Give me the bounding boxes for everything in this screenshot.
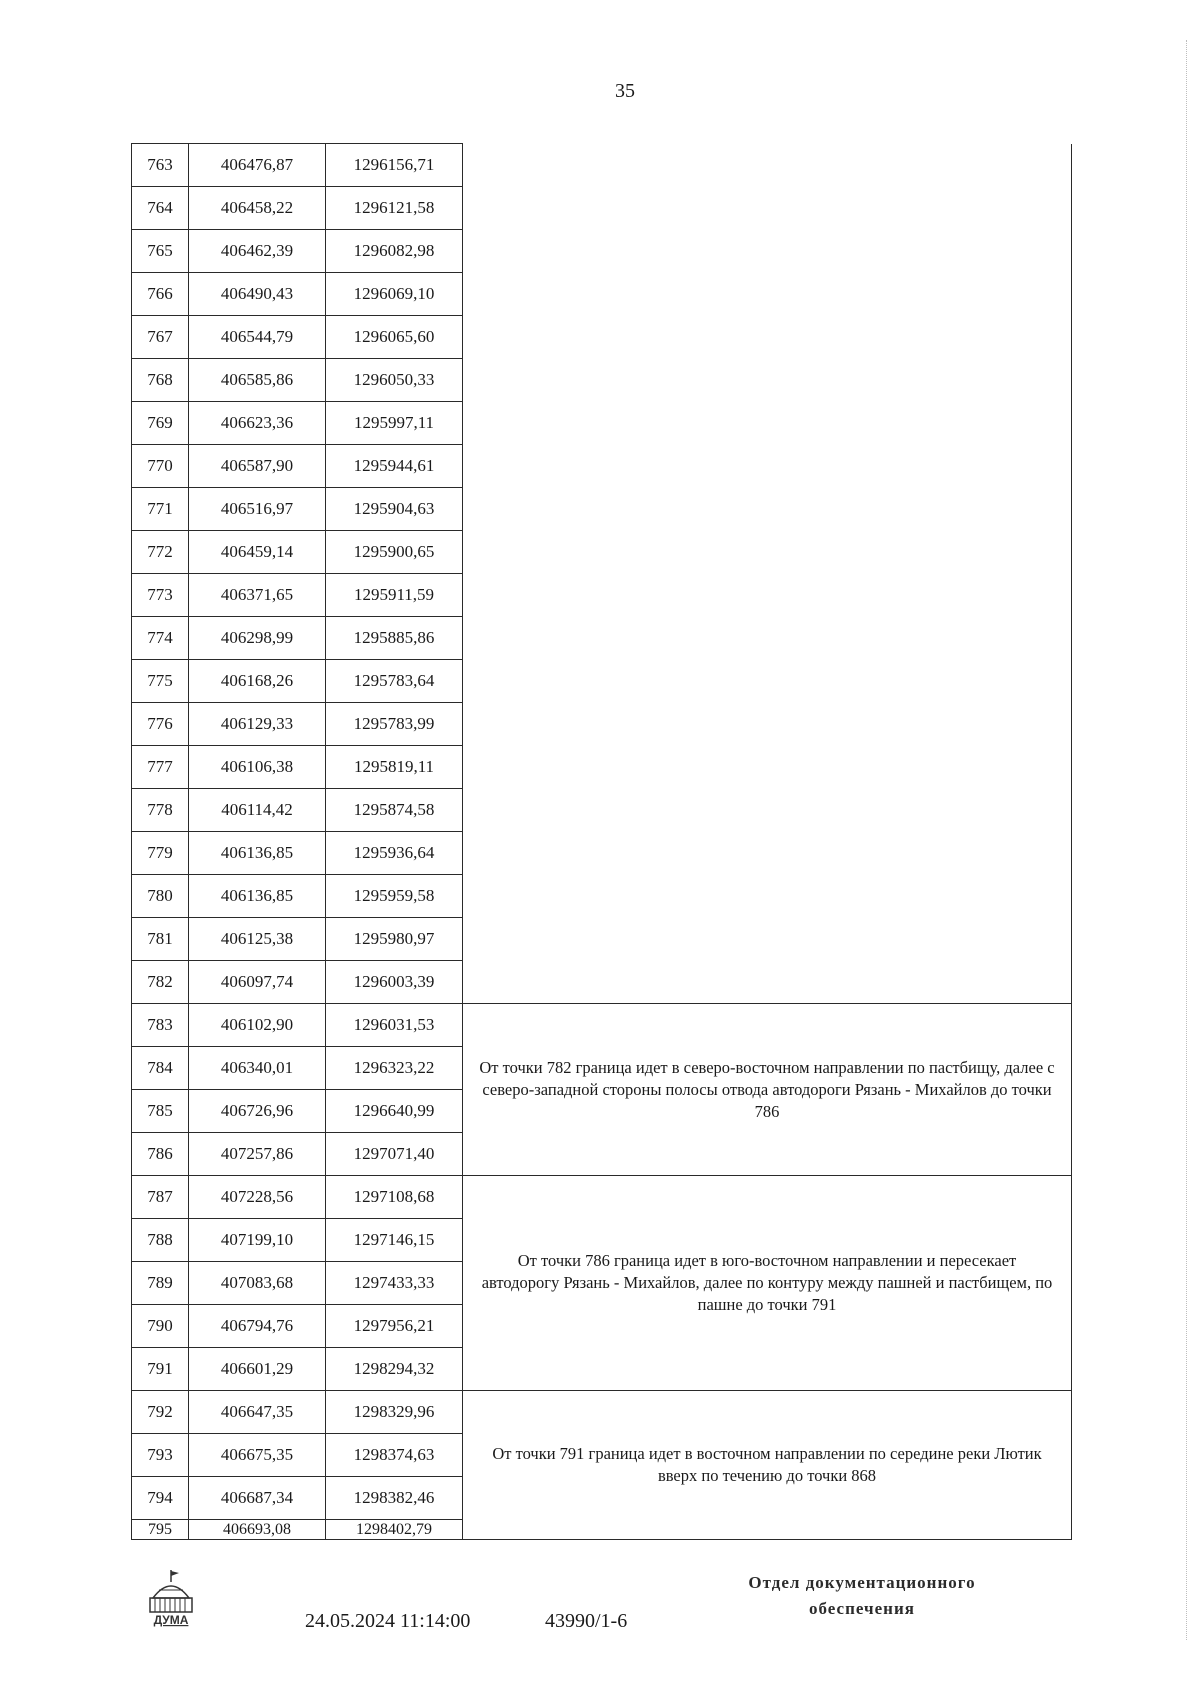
x-coordinate-cell: 406168,26 [189, 660, 326, 703]
point-number-cell: 772 [132, 531, 189, 574]
point-number-cell: 794 [132, 1477, 189, 1520]
x-coordinate-cell: 406136,85 [189, 832, 326, 875]
point-number-cell: 788 [132, 1219, 189, 1262]
y-coordinate-cell: 1296069,10 [326, 273, 463, 316]
y-coordinate-cell: 1296156,71 [326, 144, 463, 187]
x-coordinate-cell: 406687,34 [189, 1477, 326, 1520]
point-number-cell: 777 [132, 746, 189, 789]
footer-dept-line2: обеспечения [809, 1599, 915, 1618]
point-number-cell: 764 [132, 187, 189, 230]
y-coordinate-cell: 1298382,46 [326, 1477, 463, 1520]
point-number-cell: 792 [132, 1391, 189, 1434]
point-number-cell: 795 [132, 1520, 189, 1540]
x-coordinate-cell: 406601,29 [189, 1348, 326, 1391]
x-coordinate-cell: 406544,79 [189, 316, 326, 359]
x-coordinate-cell: 406623,36 [189, 402, 326, 445]
point-number-cell: 784 [132, 1047, 189, 1090]
boundary-description-cell: От точки 782 граница идет в северо-восточном направлении по пастбищу, далее с северо-западной стороны полосы отвода автодороги Рязань - Михайлов до точки 786 [463, 1004, 1072, 1176]
x-coordinate-cell: 406458,22 [189, 187, 326, 230]
x-coordinate-cell: 407228,56 [189, 1176, 326, 1219]
x-coordinate-cell: 406585,86 [189, 359, 326, 402]
x-coordinate-cell: 406490,43 [189, 273, 326, 316]
x-coordinate-cell: 406647,35 [189, 1391, 326, 1434]
x-coordinate-cell: 406106,38 [189, 746, 326, 789]
y-coordinate-cell: 1297146,15 [326, 1219, 463, 1262]
boundary-description-cell: От точки 791 граница идет в восточном направлении по середине реки Лютик вверх по течению до точки 868 [463, 1391, 1072, 1540]
point-number-cell: 781 [132, 918, 189, 961]
y-coordinate-cell: 1295980,97 [326, 918, 463, 961]
point-number-cell: 774 [132, 617, 189, 660]
y-coordinate-cell: 1298329,96 [326, 1391, 463, 1434]
y-coordinate-cell: 1296121,58 [326, 187, 463, 230]
y-coordinate-cell: 1295904,63 [326, 488, 463, 531]
x-coordinate-cell: 406136,85 [189, 875, 326, 918]
x-coordinate-cell: 406298,99 [189, 617, 326, 660]
y-coordinate-cell: 1295959,58 [326, 875, 463, 918]
footer-document-code: 43990/1-6 [545, 1610, 628, 1632]
y-coordinate-cell: 1297433,33 [326, 1262, 463, 1305]
x-coordinate-cell: 407199,10 [189, 1219, 326, 1262]
y-coordinate-cell: 1296323,22 [326, 1047, 463, 1090]
point-number-cell: 770 [132, 445, 189, 488]
x-coordinate-cell: 406794,76 [189, 1305, 326, 1348]
point-number-cell: 775 [132, 660, 189, 703]
y-coordinate-cell: 1295885,86 [326, 617, 463, 660]
point-number-cell: 773 [132, 574, 189, 617]
margin-scan-mark [1186, 40, 1188, 1640]
duma-logo-text: ДУМА [153, 1613, 189, 1627]
y-coordinate-cell: 1295944,61 [326, 445, 463, 488]
point-number-cell: 765 [132, 230, 189, 273]
y-coordinate-cell: 1295911,59 [326, 574, 463, 617]
table-row [132, 144, 1072, 187]
table-row [132, 1391, 1072, 1434]
x-coordinate-cell: 407083,68 [189, 1262, 326, 1305]
point-number-cell: 793 [132, 1434, 189, 1477]
x-coordinate-cell: 406114,42 [189, 789, 326, 832]
point-number-cell: 787 [132, 1176, 189, 1219]
point-number-cell: 769 [132, 402, 189, 445]
y-coordinate-cell: 1296031,53 [326, 1004, 463, 1047]
y-coordinate-cell: 1295819,11 [326, 746, 463, 789]
boundary-description-cell: От точки 786 граница идет в юго-восточном направлении и пересекает автодорогу Рязань - Михайлов, далее по контуру между пашней и пастбищем, по пашне до точки 791 [463, 1176, 1072, 1391]
x-coordinate-cell: 406129,33 [189, 703, 326, 746]
y-coordinate-cell: 1295900,65 [326, 531, 463, 574]
point-number-cell: 768 [132, 359, 189, 402]
y-coordinate-cell: 1297108,68 [326, 1176, 463, 1219]
y-coordinate-cell: 1296082,98 [326, 230, 463, 273]
duma-building-icon [141, 1568, 203, 1630]
x-coordinate-cell: 407257,86 [189, 1133, 326, 1176]
y-coordinate-cell: 1296003,39 [326, 961, 463, 1004]
point-number-cell: 783 [132, 1004, 189, 1047]
y-coordinate-cell: 1295997,11 [326, 402, 463, 445]
footer-dept-line1: Отдел документационного [748, 1573, 976, 1592]
y-coordinate-cell: 1295874,58 [326, 789, 463, 832]
point-number-cell: 786 [132, 1133, 189, 1176]
y-coordinate-cell: 1296640,99 [326, 1090, 463, 1133]
x-coordinate-cell: 406693,08 [189, 1520, 326, 1540]
y-coordinate-cell: 1295783,99 [326, 703, 463, 746]
point-number-cell: 790 [132, 1305, 189, 1348]
y-coordinate-cell: 1298294,32 [326, 1348, 463, 1391]
x-coordinate-cell: 406476,87 [189, 144, 326, 187]
x-coordinate-cell: 406340,01 [189, 1047, 326, 1090]
x-coordinate-cell: 406102,90 [189, 1004, 326, 1047]
x-coordinate-cell: 406459,14 [189, 531, 326, 574]
footer-department-stamp [712, 1570, 1012, 1622]
y-coordinate-cell: 1298402,79 [326, 1520, 463, 1540]
y-coordinate-cell: 1297071,40 [326, 1133, 463, 1176]
point-number-cell: 776 [132, 703, 189, 746]
x-coordinate-cell: 406462,39 [189, 230, 326, 273]
point-number-cell: 785 [132, 1090, 189, 1133]
y-coordinate-cell: 1298374,63 [326, 1434, 463, 1477]
y-coordinate-cell: 1295936,64 [326, 832, 463, 875]
table-row [132, 1004, 1072, 1047]
x-coordinate-cell: 406675,35 [189, 1434, 326, 1477]
x-coordinate-cell: 406587,90 [189, 445, 326, 488]
x-coordinate-cell: 406726,96 [189, 1090, 326, 1133]
point-number-cell: 782 [132, 961, 189, 1004]
x-coordinate-cell: 406125,38 [189, 918, 326, 961]
point-number-cell: 789 [132, 1262, 189, 1305]
coordinates-table [131, 143, 1072, 1540]
point-number-cell: 766 [132, 273, 189, 316]
page-number: 35 [615, 80, 635, 102]
table-row [132, 1176, 1072, 1219]
point-number-cell: 780 [132, 875, 189, 918]
description-cell-continued [463, 144, 1072, 1004]
y-coordinate-cell: 1296050,33 [326, 359, 463, 402]
duma-logo [141, 1568, 203, 1630]
point-number-cell: 778 [132, 789, 189, 832]
x-coordinate-cell: 406516,97 [189, 488, 326, 531]
point-number-cell: 767 [132, 316, 189, 359]
point-number-cell: 791 [132, 1348, 189, 1391]
x-coordinate-cell: 406371,65 [189, 574, 326, 617]
y-coordinate-cell: 1296065,60 [326, 316, 463, 359]
point-number-cell: 763 [132, 144, 189, 187]
point-number-cell: 779 [132, 832, 189, 875]
x-coordinate-cell: 406097,74 [189, 961, 326, 1004]
point-number-cell: 771 [132, 488, 189, 531]
y-coordinate-cell: 1295783,64 [326, 660, 463, 703]
footer-datetime: 24.05.2024 11:14:00 [305, 1610, 471, 1632]
y-coordinate-cell: 1297956,21 [326, 1305, 463, 1348]
